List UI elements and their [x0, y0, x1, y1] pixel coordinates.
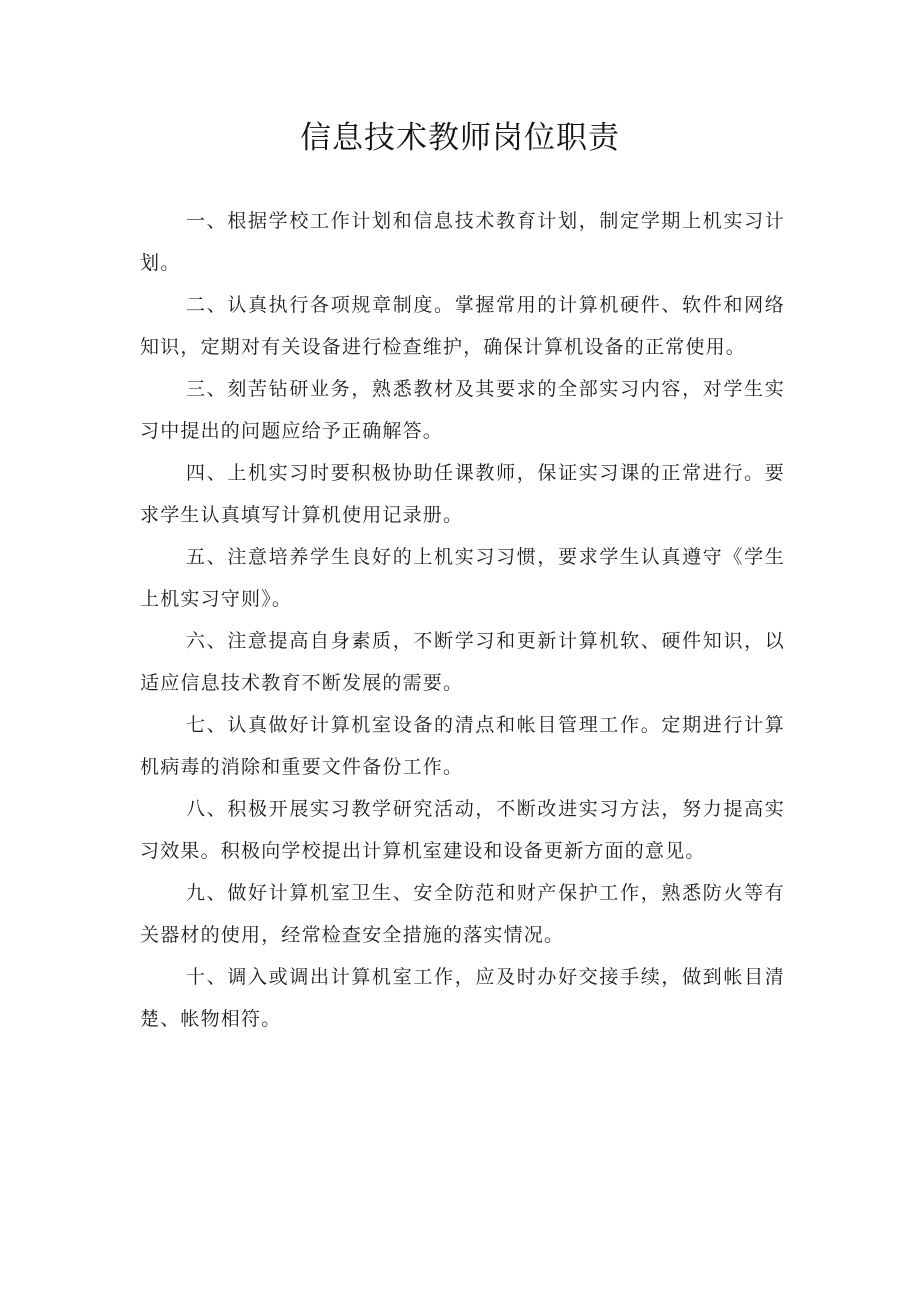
duty-paragraph-10: 十、调入或调出计算机室工作，应及时办好交接手续，做到帐目清楚、帐物相符。	[140, 966, 785, 1030]
document-title: 信息技术教师岗位职责	[300, 120, 620, 156]
duty-paragraph-5: 五、注意培养学生良好的上机实习习惯，要求学生认真遵守《学生上机实习守则》。	[140, 546, 785, 610]
duty-paragraph-7: 七、认真做好计算机室设备的清点和帐目管理工作。定期进行计算机病毒的消除和重要文件备份工作。	[140, 714, 785, 778]
duty-paragraph-2: 二、认真执行各项规章制度。掌握常用的计算机硬件、软件和网络知识，定期对有关设备进行检查维护，确保计算机设备的正常使用。	[140, 294, 785, 358]
duty-paragraph-3: 三、刻苦钻研业务，熟悉教材及其要求的全部实习内容，对学生实习中提出的问题应给予正确解答。	[140, 378, 785, 442]
duty-paragraph-4: 四、上机实习时要积极协助任课教师，保证实习课的正常进行。要求学生认真填写计算机使用记录册。	[140, 462, 785, 526]
duty-paragraph-8: 八、积极开展实习教学研究活动，不断改进实习方法，努力提高实习效果。积极向学校提出计算机室建设和设备更新方面的意见。	[140, 798, 785, 862]
duty-paragraph-1: 一、根据学校工作计划和信息技术教育计划，制定学期上机实习计划。	[140, 210, 785, 274]
duty-paragraph-6: 六、注意提高自身素质，不断学习和更新计算机软、硬件知识，以适应信息技术教育不断发展的需要。	[140, 630, 785, 694]
duty-paragraph-9: 九、做好计算机室卫生、安全防范和财产保护工作，熟悉防火等有关器材的使用，经常检查安全措施的落实情况。	[140, 882, 785, 946]
document-body	[140, 200, 785, 1040]
